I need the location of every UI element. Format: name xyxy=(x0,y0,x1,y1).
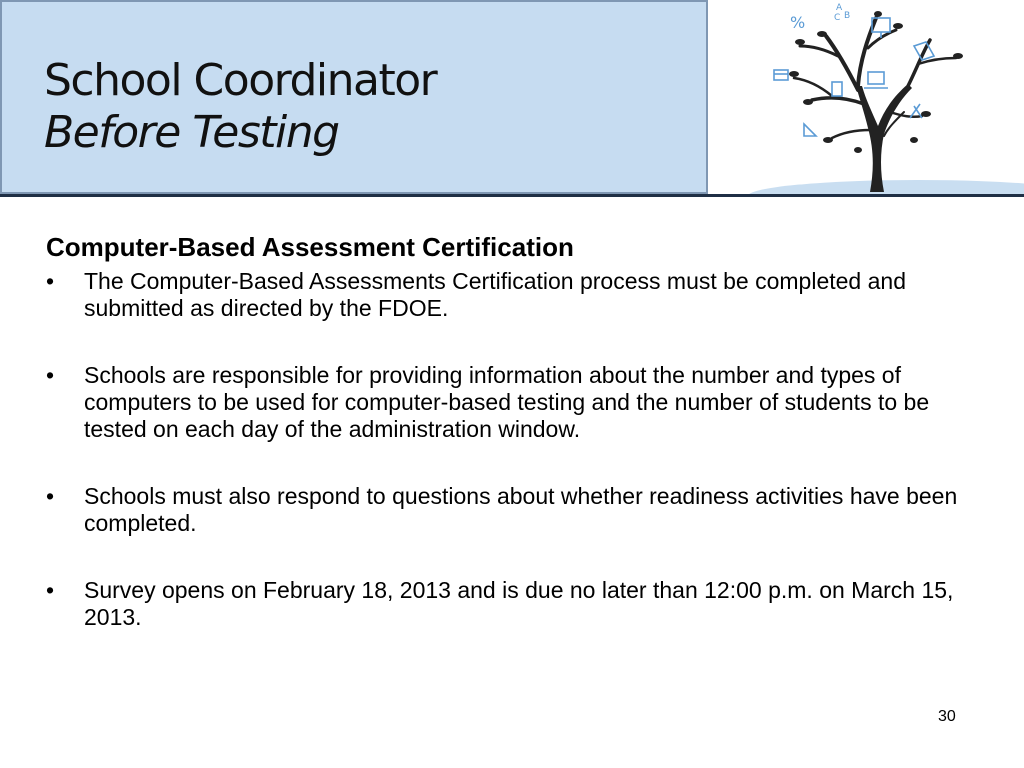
bullet-dot: • xyxy=(46,268,55,294)
bullet-dot: • xyxy=(46,577,55,603)
slide-title xyxy=(44,55,436,159)
svg-text:A: A xyxy=(836,3,843,13)
page-number: 30 xyxy=(938,708,956,725)
title-line-2: Before Testing xyxy=(44,107,339,158)
bullet-item xyxy=(46,483,996,537)
bullet-text: The Computer-Based Assessments Certification process must be completed and submitted as directed by the FDOE. xyxy=(84,268,906,321)
header-divider xyxy=(0,194,1024,197)
bullet-item xyxy=(46,362,996,443)
svg-text:C: C xyxy=(834,13,841,23)
svg-text:B: B xyxy=(844,11,851,21)
bullet-list xyxy=(46,268,996,631)
bullet-dot: • xyxy=(46,483,55,509)
bullet-text: Schools must also respond to questions about whether readiness activities have been completed. xyxy=(84,483,958,536)
bullet-text: Survey opens on February 18, 2013 and is due no later than 12:00 p.m. on March 15, 2013. xyxy=(84,577,954,630)
bullet-item xyxy=(46,577,996,631)
tree-of-learning-icon xyxy=(708,0,1024,194)
slide-content xyxy=(46,232,996,671)
bullet-item xyxy=(46,268,996,322)
title-line-1: School Coordinator xyxy=(44,55,437,106)
slide-header xyxy=(0,0,1024,198)
bullet-dot: • xyxy=(46,362,55,388)
bullet-text: Schools are responsible for providing information about the number and types of computers to be used for computer-based testing and the number of students to be tested on each day of the administration window. xyxy=(84,362,930,442)
svg-text:%: % xyxy=(790,13,806,32)
section-heading: Computer-Based Assessment Certification xyxy=(46,232,574,262)
